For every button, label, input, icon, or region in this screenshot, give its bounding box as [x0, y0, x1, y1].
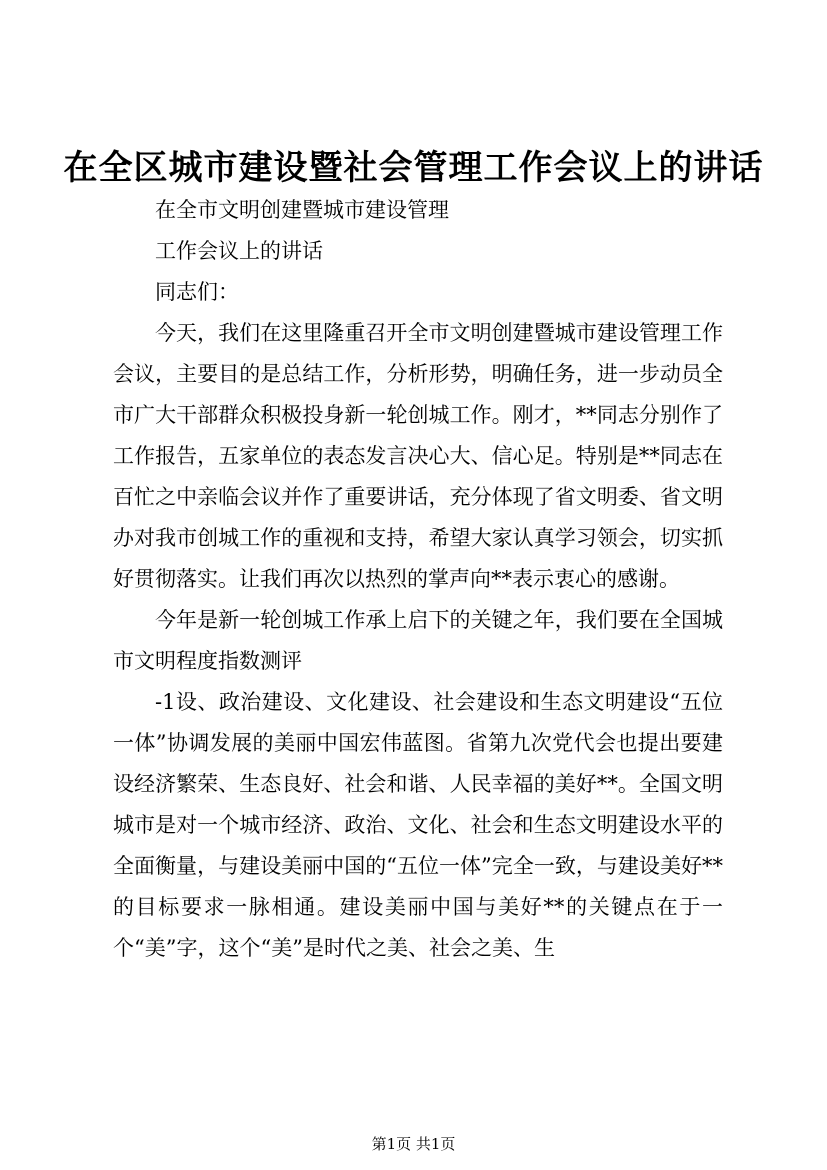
document-title: 在全区城市建设暨社会管理工作会议上的讲话 [63, 148, 764, 188]
document-body [113, 190, 723, 969]
salutation: 同志们： [155, 280, 239, 304]
page-footer: 第1页 共1页 [371, 1135, 456, 1153]
paragraph-key-year: 今年是新一轮创城工作承上启下的关键之年，我们要在全国城市文明程度指数测评 [113, 608, 723, 673]
paragraph-opening: 今天，我们在这里隆重召开全市文明创建暨城市建设管理工作会议，主要目的是总结工作，分析形势，明确任务，进一步动员全市广大干部群众积极投身新一轮创城工作。刚才，**同志分别作了工作报告，五家单位的表态发言决心大、信心足。特别是**同志在百忙之中亲临会议并作了重要讲话，充分体现了省文明委、省文明办对我市创城工作的重视和支持，希望大家认真学习领会，切实抓好贯彻落实。让我们再次以热烈的掌声向**表示衷心的感谢。 [113, 321, 723, 591]
subtitle-line-1: 在全市文明创建暨城市建设管理 [155, 198, 449, 222]
subtitle-line-2: 工作会议上的讲话 [155, 239, 323, 263]
paragraph-five-in-one: -1设、政治建设、文化建设、社会建设和生态文明建设“五位一体”协调发展的美丽中国宏伟蓝图。省第九次党代会也提出要建设经济繁荣、生态良好、社会和谐、人民幸福的美好**。全国文明城市是对一个城市经济、政治、文化、社会和生态文明建设水平的全面衡量，与建设美丽中国的“五位一体”完全一致，与建设美好**的目标要求一脉相通。建设美丽中国与美好**的关键点在于一个“美”字，这个“美”是时代之美、社会之美、生 [113, 690, 723, 960]
